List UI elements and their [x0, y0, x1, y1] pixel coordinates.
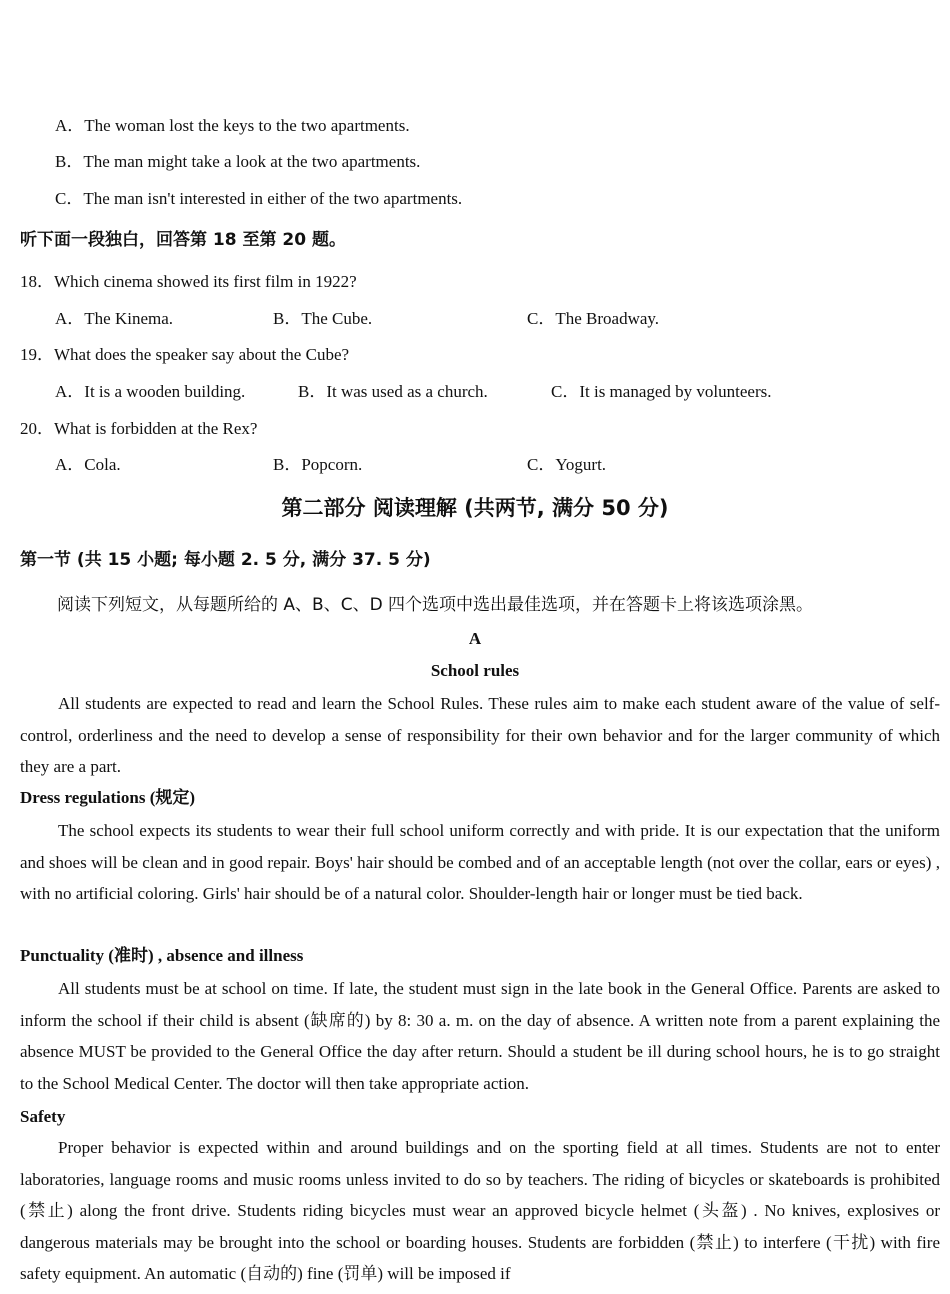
- passage-intro: All students are expected to read and learn the School Rules. These rules aim to make each student aware of the value of self-control, orderliness and the need to develop a sense of responsibility for their own behavior and for the larger community of which they are a part.: [20, 694, 940, 776]
- q17-option-a: A．The woman lost the keys to the two apartments.: [55, 116, 410, 135]
- q20-option-b: B．Popcorn.: [273, 455, 363, 474]
- listening-instruction: 听下面一段独白，回答第 18 至第 20 题。: [20, 230, 346, 250]
- q19-option-c: C．It is managed by volunteers.: [551, 382, 772, 401]
- q20-option-c: C．Yogurt.: [527, 455, 607, 474]
- reading-instruction: 阅读下列短文，从每题所给的 A、B、C、D 四个选项中选出最佳选项，并在答题卡上将该选项涂黑。: [57, 595, 814, 615]
- section-body-punctuality: All students must be at school on time. If late, the student must sign in the late book in the General Office. Parents are asked to inform the school if their child is absent (缺席的) by 8: 30 a. m. on the day of absence. A written note from a parent explaining the absence MUST be provided to the General Office the day after return. Should a student be ill during school hours, he is to go straight to the School Medical Center. The doctor will then take appropriate action.: [20, 979, 940, 1093]
- section-body-dress: The school expects its students to wear their full school uniform correctly and with pride. It is our expectation that the uniform and shoes will be clean and in good repair. Boys' hair should be combed and of an acceptable length (not over the collar, ears or eyes) , with no artificial coloring. Girls' hair should be of a natural color. Shoulder-length hair or longer must be tied back.: [20, 821, 940, 903]
- q19-option-a: A．It is a wooden building.: [55, 382, 246, 401]
- q17-option-b: B．The man might take a look at the two apartments.: [55, 152, 421, 171]
- passage-letter: A: [468, 629, 482, 648]
- passage-title: School rules: [430, 661, 520, 680]
- q18-option-c: C．The Broadway.: [527, 309, 660, 328]
- section-body-safety: Proper behavior is expected within and around buildings and on the sporting field at all times. Students are not to enter laboratories, language rooms and music rooms unless invited to do so by teachers. The riding of bicycles or skateboards is prohibited (禁止) along the front drive. Students riding bicycles must wear an approved bicycle helmet (头盔) . No knives, explosives or dangerous materials may be brought into the school or boarding houses. Students are forbidden (禁止) to interfere (干扰) with fire safety equipment. An automatic (自动的) fine (罚单) will be imposed if: [20, 1138, 940, 1283]
- q20-option-a: A．Cola.: [55, 455, 121, 474]
- q19-option-b: B．It was used as a church.: [298, 382, 488, 401]
- section-one-title: 第一节 (共 15 小题; 每小题 2. 5 分, 满分 37. 5 分): [20, 550, 431, 570]
- section-heading-punctuality: Punctuality (准时) , absence and illness: [20, 946, 304, 965]
- q20-stem: 20．What is forbidden at the Rex?: [20, 419, 258, 438]
- q18-stem: 18．Which cinema showed its first film in 1922?: [20, 272, 357, 291]
- section-heading-dress: Dress regulations (规定): [20, 788, 196, 807]
- q19-stem: 19．What does the speaker say about the Cube?: [20, 345, 350, 364]
- part-two-title: 第二部分 阅读理解 (共两节, 满分 50 分): [281, 496, 669, 520]
- q18-option-a: A．The Kinema.: [55, 309, 174, 328]
- q17-option-c: C．The man isn't interested in either of the two apartments.: [55, 189, 463, 208]
- q18-option-b: B．The Cube.: [273, 309, 373, 328]
- section-heading-safety: Safety: [20, 1107, 66, 1126]
